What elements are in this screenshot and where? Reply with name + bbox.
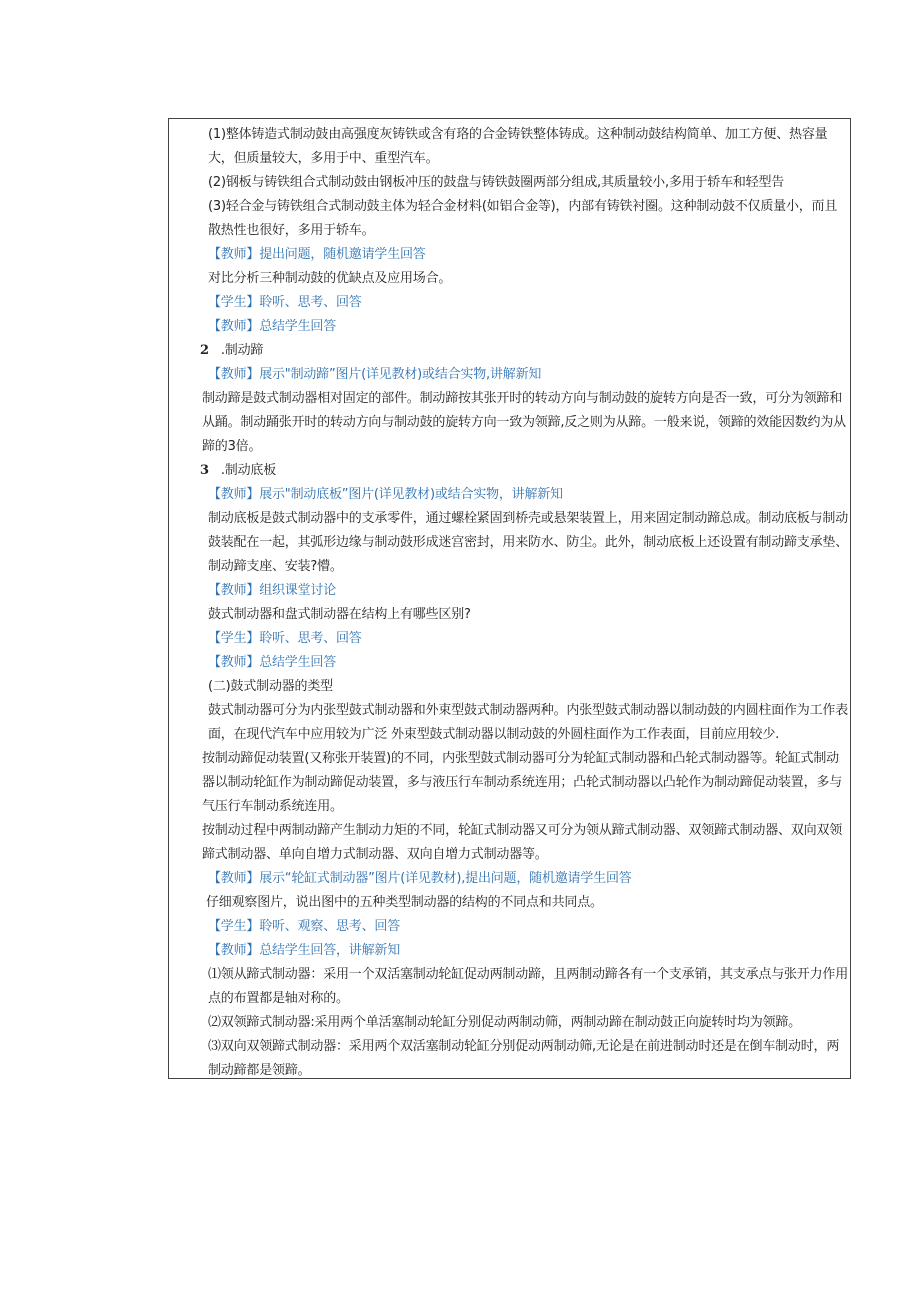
section-title: .制动蹄 xyxy=(220,343,264,358)
section-heading-backing-plate xyxy=(172,459,848,483)
content-box xyxy=(168,118,851,1079)
paragraph-torque: 按制动过程中两制动蹄产生制动力矩的不同，轮缸式制动器又可分为领从蹄式制动器、双领蹄式制动器、双向双领蹄式制动器、单向自增力式制动器、双向自增力式制动器等。 xyxy=(202,823,843,862)
paragraph-backing-plate: 制动底板是鼓式制动器中的支承零件，通过螺栓紧固到桥壳或悬架装置上，用来固定制动蹄总成。制动底板与制动鼓装配在一起，其弧形边缘与制动鼓形成迷宫密封，用来防水、防尘。此外，制动底板上还设置有制动蹄支承垫、制动蹄支座、安装?懵。 xyxy=(208,511,849,574)
paragraph-types: 鼓式制动器可分为内张型鼓式制动器和外束型鼓式制动器两种。内张型鼓式制动器以制动鼓的内圆柱面作为工作表面，在现代汽车中应用较为广泛 外束型鼓式制动器以制动鼓的外圆柱面作为工作表面，目前应用较少. xyxy=(208,703,849,742)
teacher-note: 【教师】展示"制动底板”图片(详见教材)或结合实物，讲解新知 xyxy=(208,487,563,502)
student-note: 【学生】聆听、思考、回答 xyxy=(208,295,362,310)
section-number: 2 xyxy=(200,343,209,358)
section-heading-brake-shoe xyxy=(172,339,848,363)
teacher-note: 【教师】展示“轮缸式制动器”图片(详见教材),提出问题，随机邀请学生回答 xyxy=(208,871,632,886)
teacher-note: 【教师】总结学生回答 xyxy=(208,319,337,334)
paragraph-steel-drum: (2)钢板与铸铁组合式制动鼓由钢板冲压的鼓盘与铸铁鼓圈两部分组成,其质量较小,多用于轿车和轻型告 xyxy=(208,175,785,190)
discussion-prompt: 仔细观察图片，说出图中的五种类型制动器的结构的不同点和共同点。 xyxy=(206,895,603,910)
discussion-prompt: 鼓式制动器和盘式制动器在结构上有哪些区别? xyxy=(208,607,471,622)
paragraph-alloy-drum: (3)轻合金与铸铁组合式制动鼓主体为轻合金材料(如铝合金等)，内部有铸铁衬圈。这种制动鼓不仅质量小，而且散热性也很好，多用于轿车。 xyxy=(208,199,838,238)
teacher-note: 【教师】提出问题，随机邀请学生回答 xyxy=(208,247,426,262)
teacher-note: 【教师】展示"制动蹄”图片(详见教材)或结合实物,讲解新知 xyxy=(208,367,542,382)
student-note: 【学生】聆听、观察、思考、回答 xyxy=(208,919,401,934)
paragraph-two-leading: ⑵双领蹄式制动器:采用两个单活塞制动轮缸分别促动两制动筛，两制动蹄在制动鼓正向旋转时均为领蹄。 xyxy=(208,1015,801,1030)
section-title: .制动底板 xyxy=(220,463,276,478)
teacher-note: 【教师】总结学生回答，讲解新知 xyxy=(208,943,401,958)
paragraph-duo-two-leading: ⑶双向双领蹄式制动器：采用两个双活塞制动轮缸分别促动两制动筛,无论是在前进制动时还是在倒车制动时，两制动蹄都是领蹄。 xyxy=(208,1039,840,1078)
student-note: 【学生】聆听、思考、回答 xyxy=(208,631,362,646)
teacher-note: 【教师】总结学生回答 xyxy=(208,655,337,670)
teacher-note: 【教师】组织课堂讨论 xyxy=(208,583,337,598)
paragraph-leading-trailing: ⑴领从蹄式制动器：采用一个双活塞制动轮缸促动两制动蹄，且两制动蹄各有一个支承销，其支承点与张开力作用点的布置都是轴对称的。 xyxy=(208,967,849,1006)
discussion-prompt: 对比分析三种制动鼓的优缺点及应用场合。 xyxy=(208,271,452,286)
section-heading-types: (二)鼓式制动器的类型 xyxy=(208,679,333,694)
paragraph-cast-drum: (1)整体铸造式制动鼓由高强度灰铸铁或含有珞的合金铸铁整体铸成。这种制动鼓结构简单、加工方便、热容量大，但质量较大，多用于中、重型汽车。 xyxy=(208,127,828,166)
paragraph-brake-shoe: 制动蹄是鼓式制动器相对固定的部件。制动蹄按其张开时的转动方向与制动鼓的旋转方向是否一致，可分为领蹄和从踊。制动踊张开时的转动方向与制动鼓的旋转方向一致为领蹄,反之则为从蹄。一般来说，领蹄的效能因数约为从蹄的3倍。 xyxy=(202,391,846,454)
paragraph-actuation: 按制动蹄促动装置(又称张开装置)的不同，内张型鼓式制动器可分为轮缸式制动器和凸轮式制动器等。轮缸式制动器以制动轮缸作为制动蹄促动装置，多与液压行车制动系统连用；凸轮式制动器以凸轮作为制动蹄促动装置，多与气压行车制动系统连用。 xyxy=(202,751,843,814)
section-number: 3 xyxy=(200,463,209,478)
